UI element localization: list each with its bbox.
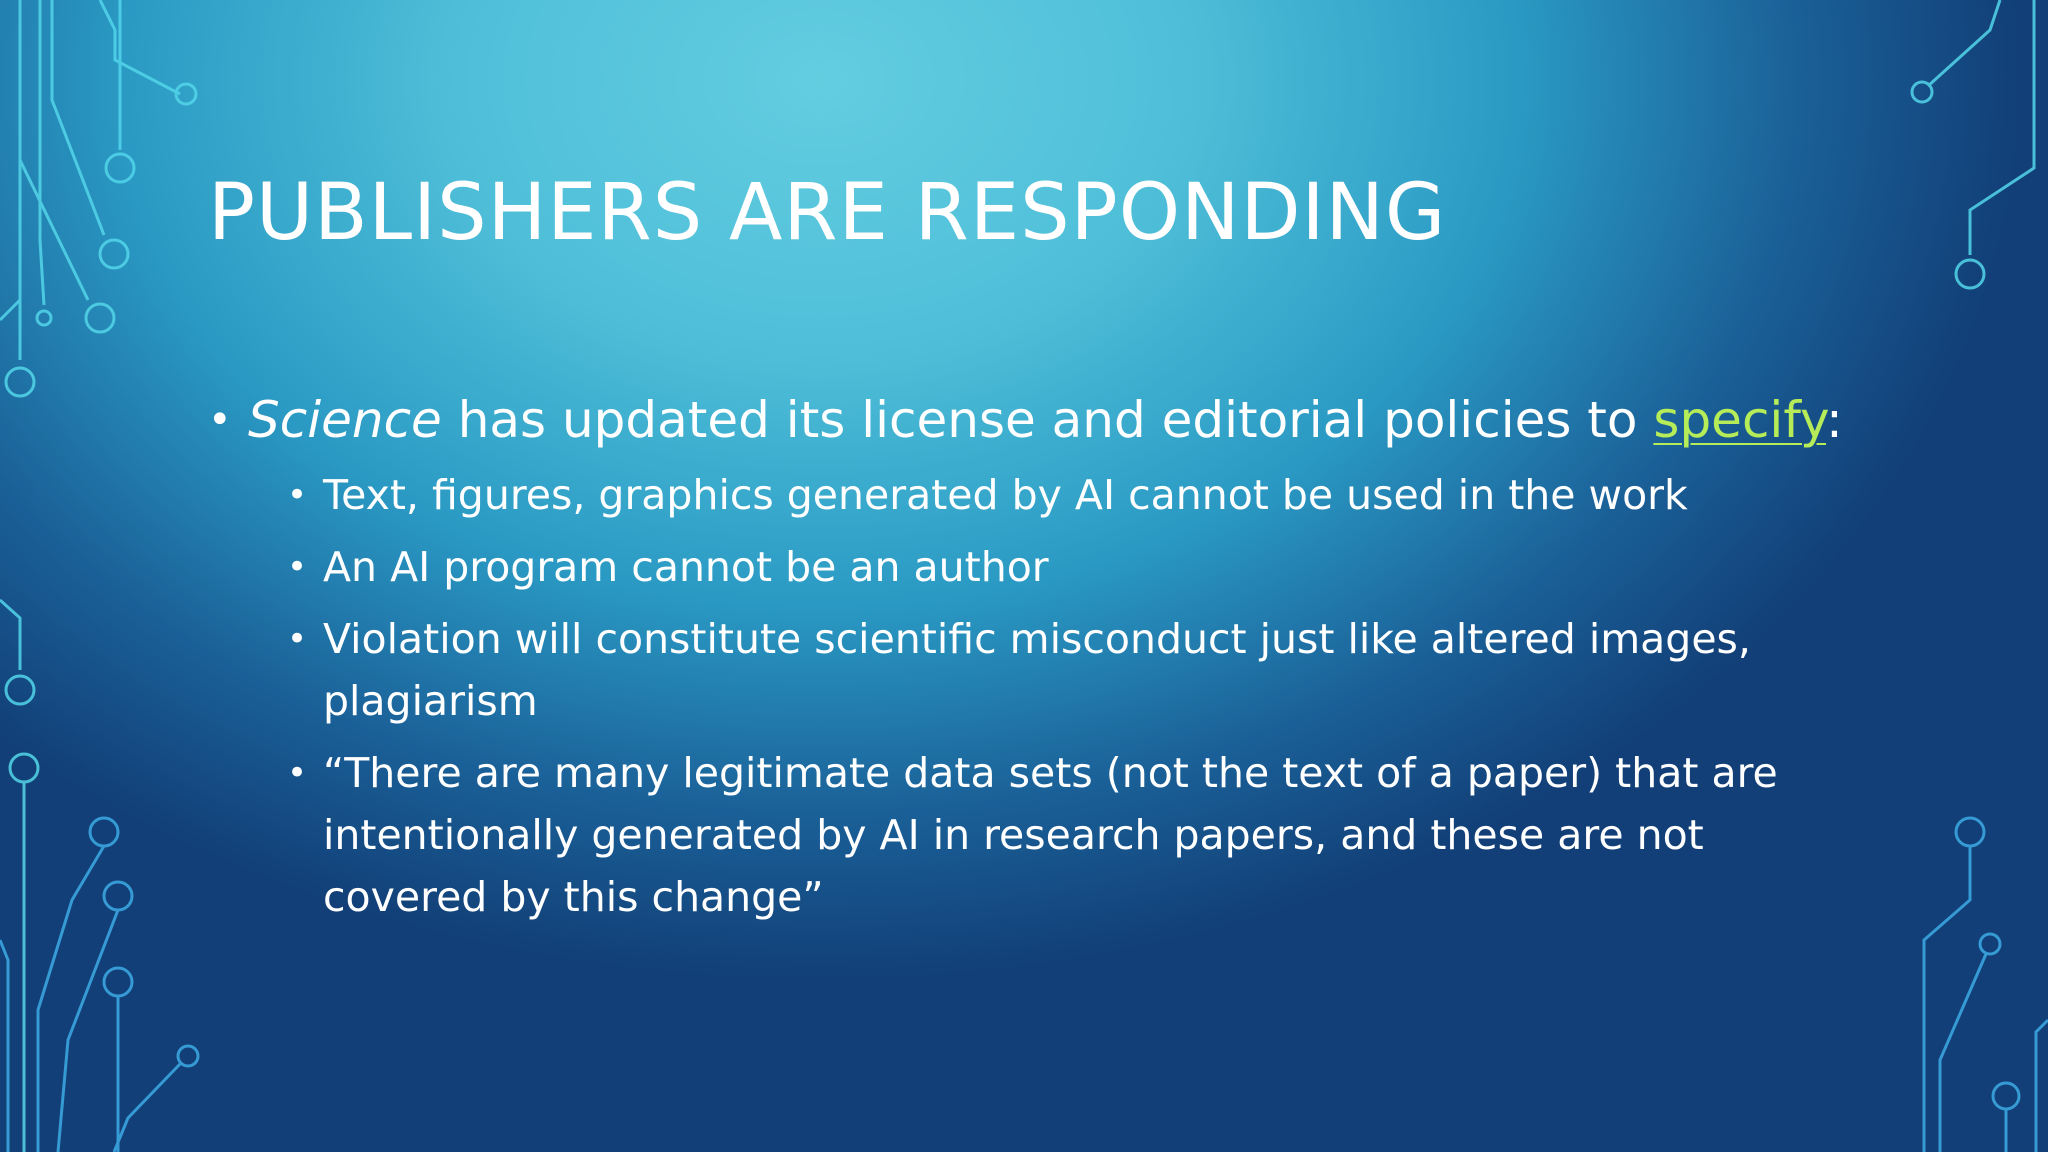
bullet-icon: • (287, 475, 308, 515)
specify-link[interactable]: specify (1653, 391, 1826, 449)
slide-content (208, 384, 1858, 938)
main-bullet-suffix: : (1826, 391, 1843, 449)
slide-title: PUBLISHERS ARE RESPONDING (208, 168, 1447, 258)
list-item (287, 608, 1858, 732)
bullet-icon: • (287, 619, 308, 659)
bullet-icon: • (208, 397, 232, 443)
sub-bullet-list (208, 464, 1858, 928)
list-item (287, 536, 1858, 598)
main-bullet-text: has updated its license and editorial policies to (441, 391, 1654, 449)
journal-name: Science (248, 391, 442, 449)
sub-bullet-text: Text, figures, graphics generated by AI cannot be used in the work (323, 471, 1688, 519)
bullet-icon: • (287, 547, 308, 587)
sub-bullet-text: “There are many legitimate data sets (not the text of a paper) that are intentionally generated by AI in research papers, and these are not covered by this change” (323, 749, 1778, 921)
list-item (287, 464, 1858, 526)
sub-bullet-text: Violation will constitute scientific misconduct just like altered images, plagiarism (323, 615, 1751, 725)
list-item (287, 742, 1858, 928)
bullet-icon: • (287, 753, 308, 793)
main-bullet (208, 384, 1858, 456)
sub-bullet-text: An AI program cannot be an author (323, 543, 1049, 591)
